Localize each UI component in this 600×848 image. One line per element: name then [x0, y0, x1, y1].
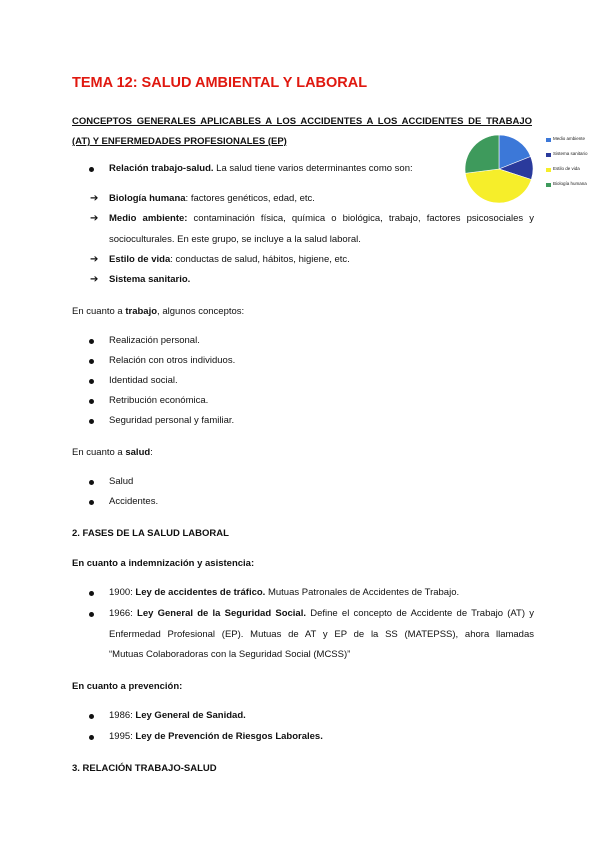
legend-label: Biología humana: [553, 181, 587, 186]
list-item: Accidentes.: [109, 496, 159, 507]
arrow-icon: ➔: [90, 213, 99, 224]
salud-bold: salud: [125, 447, 151, 458]
intro-text: La salud tiene varios determinantes como son:: [213, 163, 413, 174]
page-title: TEMA 12: SALUD AMBIENTAL Y LABORAL: [72, 75, 368, 91]
law-name: Ley de Prevención de Riesgos Laborales.: [135, 731, 323, 742]
determinant-item: [109, 273, 534, 287]
trabajo-post: , algunos conceptos:: [157, 306, 245, 317]
list-item: Identidad social.: [109, 375, 178, 386]
legend-swatch: [546, 168, 551, 172]
determinant-text: : conductas de salud, hábitos, higiene, etc.: [170, 254, 350, 265]
determinant-item: [109, 253, 534, 267]
prevencion-heading: En cuanto a prevención:: [72, 681, 183, 692]
trabajo-intro: [72, 305, 244, 319]
intro-bold: Relación trabajo-salud.: [109, 163, 214, 174]
determinant-item: [109, 192, 534, 206]
legend-entry: [546, 181, 592, 196]
chart-legend: [546, 136, 592, 196]
list-item: Realización personal.: [109, 335, 200, 346]
determinant-item: [109, 212, 534, 226]
law-name: Ley de accidentes de tráfico.: [135, 587, 266, 598]
law-text: Define el concepto de Accidente de Trabajo (AT) y: [306, 608, 534, 619]
bullet-icon: [89, 399, 94, 404]
list-item: Salud: [109, 476, 134, 487]
arrow-icon: ➔: [90, 193, 99, 204]
bullet-icon: [89, 612, 94, 617]
determinant-text: contaminación física, química o biológica, trabajo, factores psicosociales y: [187, 213, 534, 224]
arrow-icon: ➔: [90, 254, 99, 265]
salud-pre: En cuanto a: [72, 447, 126, 458]
bullet-icon: [89, 591, 94, 596]
trabajo-pre: En cuanto a: [72, 306, 126, 317]
law-continuation: Enfermedad Profesional (EP). Mutuas de AT y EP de la SS (MATEPSS), ahora llamadas: [109, 629, 534, 640]
legend-label: Medio ambiente: [553, 136, 586, 141]
bullet-icon: [89, 735, 94, 740]
law-name: Ley General de la Seguridad Social.: [137, 608, 306, 619]
law-name: Ley General de Sanidad.: [135, 710, 246, 721]
determinant-bold: Medio ambiente:: [109, 213, 188, 224]
law-year: 1966:: [109, 608, 138, 619]
law-item: [109, 709, 534, 723]
law-year: 1986:: [109, 710, 136, 721]
salud-post: :: [150, 447, 153, 458]
section-heading: 2. FASES DE LA SALUD LABORAL: [72, 528, 229, 539]
bullet-icon: [89, 500, 94, 505]
determinant-bold: Sistema sanitario.: [109, 274, 191, 285]
bullet-icon: [89, 480, 94, 485]
legend-entry: [546, 151, 592, 166]
law-continuation: “Mutuas Colaboradoras con la Seguridad Social (MCSS)”: [109, 649, 351, 660]
bullet-icon: [89, 339, 94, 344]
law-year: 1900:: [109, 587, 136, 598]
bullet-icon: [89, 714, 94, 719]
salud-intro: [72, 446, 153, 460]
law-text: Mutuas Patronales de Accidentes de Trabajo.: [265, 587, 460, 598]
legend-entry: [546, 166, 592, 181]
legend-swatch: [546, 183, 551, 187]
law-item: [109, 730, 534, 744]
legend-entry: [546, 136, 592, 151]
bullet-icon: [89, 379, 94, 384]
determinant-bold: Biología humana: [109, 193, 186, 204]
law-item: [109, 586, 534, 600]
determinant-continuation: socioculturales. En este grupo, se incluye a la salud laboral.: [109, 234, 361, 245]
law-item: [109, 607, 534, 621]
list-item: Relación con otros individuos.: [109, 355, 236, 366]
section-heading: 3. RELACIÓN TRABAJO-SALUD: [72, 763, 217, 774]
indemnizacion-heading: En cuanto a indemnización y asistencia:: [72, 558, 255, 569]
law-year: 1995:: [109, 731, 136, 742]
bullet-icon: [89, 167, 94, 172]
intro-line: [109, 162, 534, 176]
arrow-icon: ➔: [90, 274, 99, 285]
legend-label: Estilo de vida: [553, 166, 580, 171]
bullet-icon: [89, 359, 94, 364]
section-subtitle: CONCEPTOS GENERALES APLICABLES A LOS ACCIDENTES A LOS ACCIDENTES DE TRABAJO (AT) Y ENFERMEDADES PROFESIONALES (EP): [72, 116, 532, 147]
legend-swatch: [546, 138, 551, 142]
list-item: Seguridad personal y familiar.: [109, 415, 235, 426]
trabajo-bold: trabajo: [125, 306, 158, 317]
legend-label: Sistema sanitario: [553, 151, 588, 156]
bullet-icon: [89, 419, 94, 424]
determinant-bold: Estilo de vida: [109, 254, 171, 265]
determinant-text: : factores genéticos, edad, etc.: [185, 193, 315, 204]
legend-swatch: [546, 153, 551, 157]
list-item: Retribución económica.: [109, 395, 209, 406]
